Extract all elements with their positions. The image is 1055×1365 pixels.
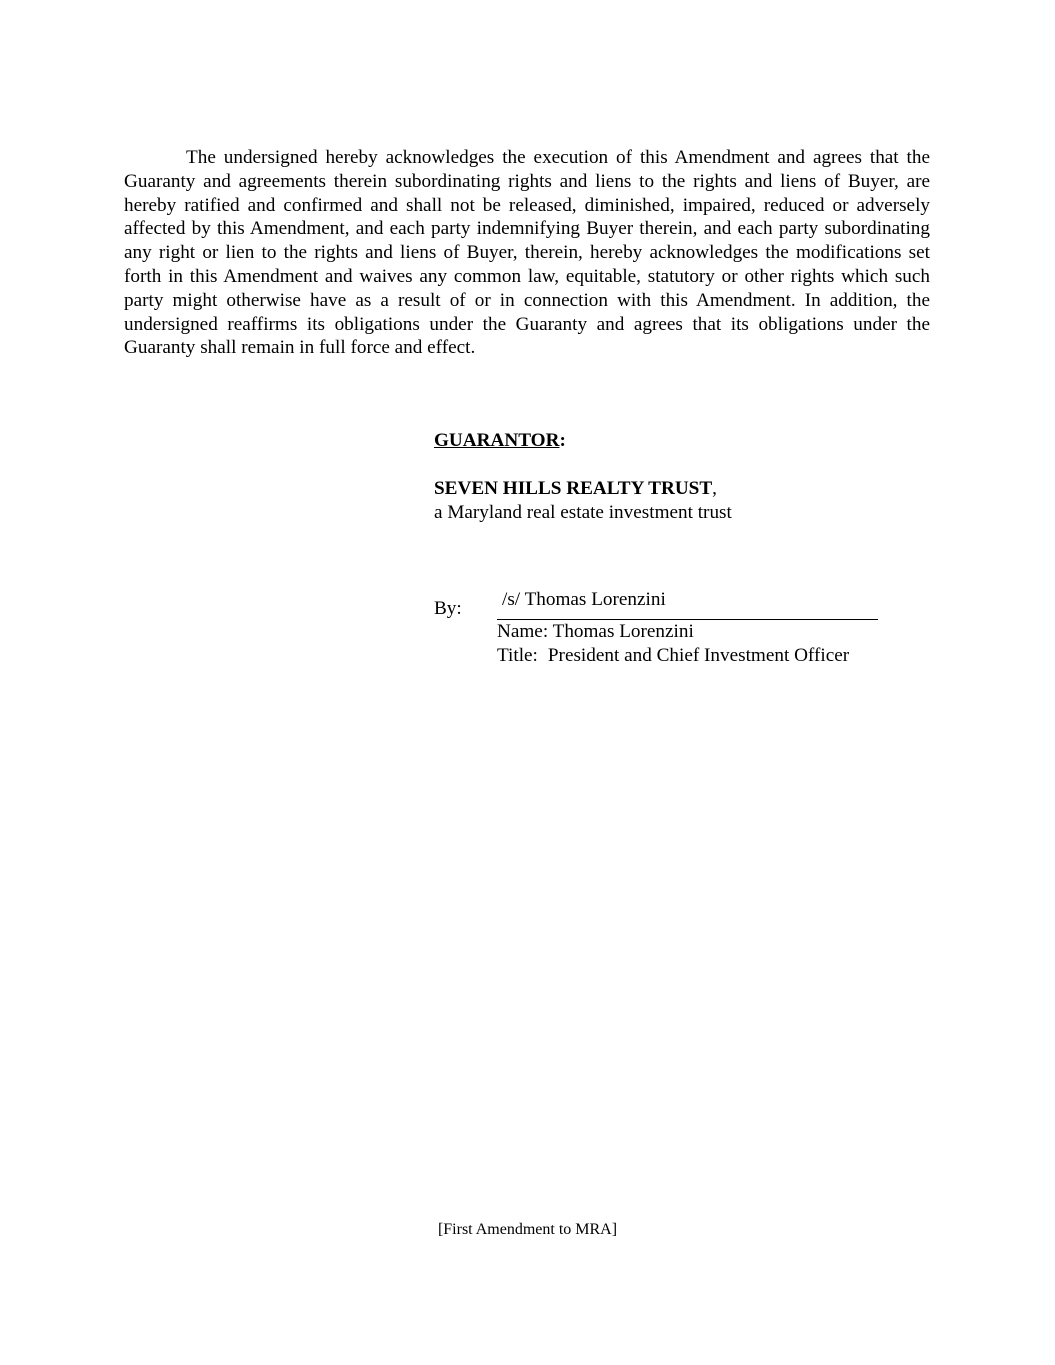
signatory-title-value: President and Chief Investment Officer (547, 645, 850, 666)
signatory-name: Name: Thomas Lorenzini (497, 621, 694, 642)
guarantor-heading-label: GUARANTOR (434, 430, 560, 451)
acknowledgement-paragraph: The undersigned hereby acknowledges the execution of this Amendment and agrees that the Guaranty and agreements therein subordinating rights and liens to the rights and liens of Buyer, are hereby ratified and confirmed and shall not be released, diminished, impaired, reduced or adversely affected by this Amendment, and each party indemnifying Buyer therein, and each party subordinating any right or lien to the rights and liens of Buyer, therein, hereby acknowledges the modifications set forth in this Amendment and waives any common law, equitable, statutory or other rights which such party might otherwise have as a result of or in connection with this Amendment. In addition, the undersigned reaffirms its obligations under the Guaranty and agrees that its obligations under the Guaranty shall remain in full force and effect. (124, 147, 930, 359)
entity-description: a Maryland real estate investment trust (434, 502, 732, 523)
signature: /s/ Thomas Lorenzini (502, 589, 666, 610)
guarantor-heading-colon: : (559, 430, 566, 451)
entity-name-comma: , (712, 478, 717, 499)
page-footer: [First Amendment to MRA] (437, 1221, 618, 1238)
signatory-title (497, 645, 849, 667)
entity-name (434, 478, 717, 500)
signatory-title-label: Title: (497, 645, 538, 666)
entity-name-text: SEVEN HILLS REALTY TRUST (434, 478, 713, 499)
signature-line (497, 619, 878, 620)
guarantor-heading (434, 430, 566, 452)
by-label: By: (434, 598, 462, 619)
